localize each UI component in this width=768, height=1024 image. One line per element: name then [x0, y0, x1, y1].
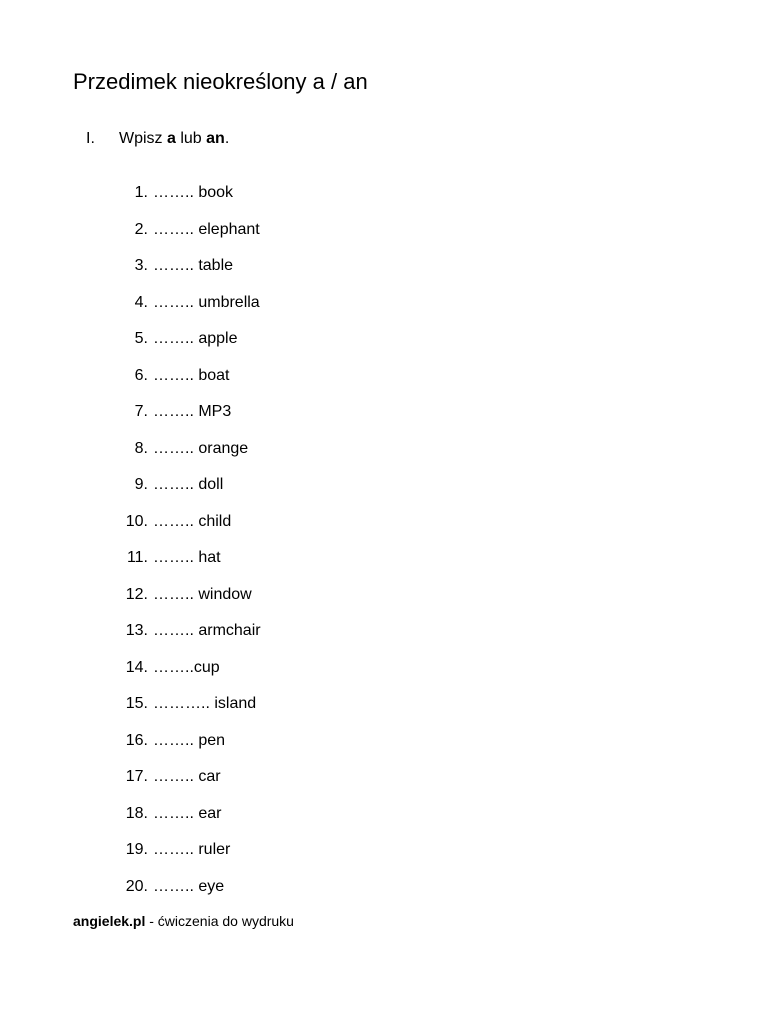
exercise-item — [110, 767, 261, 804]
exercise-item-number: 1. — [134, 184, 148, 201]
exercise-item-number: 9. — [134, 476, 148, 493]
exercise-item-text: …….. boat — [153, 366, 230, 384]
exercise-item — [110, 548, 261, 585]
exercise-item-text: …….. umbrella — [153, 293, 260, 311]
exercise-item-text: ……..cup — [153, 658, 220, 676]
instruction-option-an: an — [206, 130, 225, 147]
exercise-item — [110, 256, 261, 293]
exercise-list — [110, 183, 261, 913]
exercise-item — [110, 731, 261, 768]
exercise-item-text: …….. ruler — [153, 841, 231, 858]
exercise-item-text: …….. orange — [153, 439, 249, 457]
exercise-item-text: …….. book — [153, 184, 234, 201]
exercise-item — [110, 621, 261, 658]
exercise-item-text: ……….. island — [153, 695, 257, 712]
exercise-item-number: 18. — [125, 804, 148, 822]
exercise-item — [110, 220, 261, 257]
exercise-item-number: 4. — [134, 293, 148, 311]
footer-site-name: angielek.pl — [73, 913, 146, 929]
exercise-item-number: 19. — [125, 841, 148, 858]
exercise-item — [110, 293, 261, 330]
exercise-item — [110, 402, 261, 439]
exercise-item-text: …….. elephant — [153, 220, 260, 238]
exercise-item — [110, 804, 261, 841]
instruction-option-a: a — [167, 130, 176, 147]
section-number: I. — [86, 130, 95, 147]
footer — [73, 912, 294, 930]
exercise-item-text: …….. child — [153, 512, 232, 530]
exercise-item-number: 10. — [125, 512, 148, 530]
exercise-item-text: …….. pen — [153, 731, 226, 749]
exercise-item-number: 3. — [134, 257, 148, 274]
exercise-item-text: …….. window — [153, 585, 252, 603]
exercise-item — [110, 877, 261, 914]
instruction-text-mid: lub — [175, 130, 207, 147]
exercise-item-number: 8. — [134, 439, 148, 457]
exercise-item-number: 20. — [125, 877, 148, 895]
exercise-item-text: …….. apple — [153, 330, 238, 347]
exercise-item — [110, 658, 261, 695]
exercise-item-number: 15. — [125, 695, 148, 712]
instruction-text-post: . — [224, 130, 230, 147]
exercise-item — [110, 439, 261, 476]
exercise-item-text: …….. doll — [153, 476, 224, 493]
exercise-item-text: …….. table — [153, 257, 234, 274]
exercise-item-number: 17. — [125, 768, 148, 785]
exercise-item-number: 6. — [134, 366, 148, 384]
exercise-item-number: 13. — [125, 622, 148, 639]
exercise-item — [110, 512, 261, 549]
exercise-item — [110, 329, 261, 366]
exercise-item-number: 7. — [134, 403, 148, 420]
exercise-item-text: …….. car — [153, 768, 221, 785]
exercise-item-number: 2. — [134, 220, 148, 238]
exercise-instruction — [86, 129, 229, 149]
exercise-item-text: …….. eye — [153, 877, 225, 895]
exercise-item-text: …….. hat — [153, 549, 221, 566]
exercise-item-text: …….. armchair — [153, 622, 261, 639]
page-title: Przedimek nieokreślony a / an — [73, 69, 368, 94]
exercise-item — [110, 366, 261, 403]
exercise-item-number: 16. — [125, 731, 148, 749]
exercise-item — [110, 475, 261, 512]
exercise-item-number: 14. — [125, 658, 148, 676]
exercise-item-number: 12. — [125, 585, 148, 603]
exercise-item-text: …….. MP3 — [153, 403, 232, 420]
exercise-item — [110, 694, 261, 731]
exercise-item-text: …….. ear — [153, 804, 222, 822]
exercise-item — [110, 585, 261, 622]
exercise-item — [110, 840, 261, 877]
instruction-text-pre: Wpisz — [119, 130, 167, 147]
exercise-item — [110, 183, 261, 220]
footer-text: - ćwiczenia do wydruku — [145, 913, 294, 929]
exercise-item-number: 11. — [126, 549, 148, 566]
exercise-item-number: 5. — [134, 330, 148, 347]
